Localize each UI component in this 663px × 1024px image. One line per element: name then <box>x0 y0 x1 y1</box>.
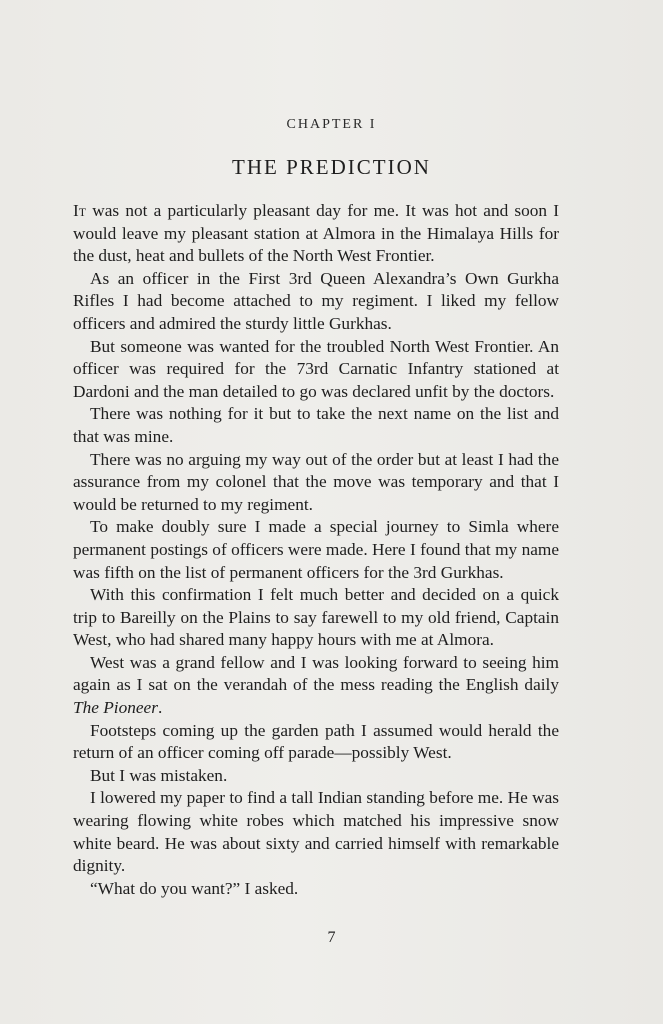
chapter-label: CHAPTER I <box>286 117 377 132</box>
opening-small-caps: It <box>73 201 87 220</box>
paragraph <box>73 652 559 720</box>
paragraph: There was nothing for it but to take the next name on the list and that was mine. <box>73 404 559 446</box>
page-number: 7 <box>327 929 336 946</box>
paragraph: “What do you want?” I asked. <box>90 878 299 898</box>
opening-text: was not a particularly pleasant day for me. It was hot and soon I would leave my pleasant station at Almora in the Himalaya Hills for the dust, heat and bullets of the North West Frontier. <box>73 201 559 266</box>
paragraph: As an officer in the First 3rd Queen Alexandra’s Own Gurkha Rifles I had become attached to my regiment. I liked my fellow officers and admired the sturdy little Gurkhas. <box>73 268 559 333</box>
paragraph: But someone was wanted for the troubled North West Frontier. An officer was required for the 73rd Carnatic Infantry stationed at Dardoni and the man detailed to go was declared unfit by the doctors. <box>73 336 559 401</box>
paragraph: But I was mistaken. <box>90 765 228 785</box>
chapter-title: THE PREDICTION <box>232 155 431 179</box>
paragraph: I lowered my paper to find a tall Indian standing before me. He was wearing flowing white robes which matched his impressive snow white beard. He was about sixty and carried himself with remarkable dignity. <box>73 788 559 876</box>
paragraph: There was no arguing my way out of the order but at least I had the assurance from my colonel that the move was temporary and that I would be returned to my regiment. <box>73 449 559 514</box>
paragraph: Footsteps coming up the garden path I assumed would herald the return of an officer coming off parade—possibly West. <box>73 720 559 763</box>
paragraph: With this confirmation I felt much better and decided on a quick trip to Bareilly on the Plains to say farewell to my old friend, Captain West, who had shared many happy hours with me at Almora. <box>73 585 559 650</box>
west-text: West was a grand fellow and I was looking forward to seeing him again as I sat on the verandah of the mess reading the English daily <box>73 652 559 695</box>
body-text <box>73 200 559 900</box>
west-end: . <box>157 698 163 718</box>
paragraph <box>73 200 559 268</box>
newspaper-title: The Pioneer <box>73 698 158 718</box>
paragraph: To make doubly sure I made a special journey to Simla where permanent postings of officers were made. Here I found that my name was fifth on the list of permanent officers for the 3rd Gurkhas. <box>73 517 559 582</box>
